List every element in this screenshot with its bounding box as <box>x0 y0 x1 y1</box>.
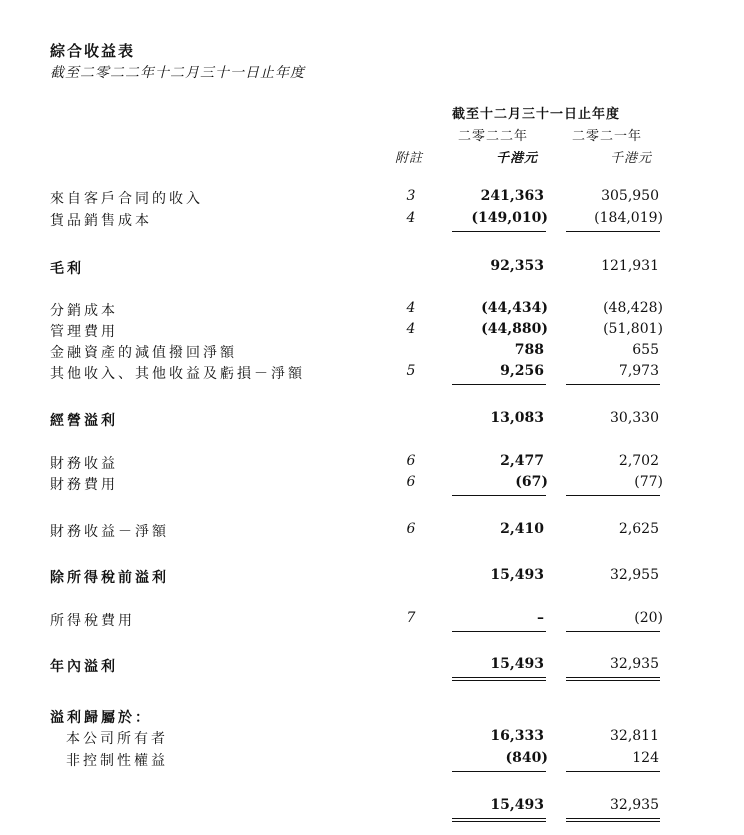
row-note: 4 <box>406 300 416 316</box>
row-label: 年內溢利 <box>50 659 118 675</box>
row-note: 3 <box>406 188 416 204</box>
subtotal-rule <box>452 384 546 385</box>
row-note: 5 <box>406 363 416 379</box>
row-label: 非控制性權益 <box>66 753 168 769</box>
unit-2021-header: 千港元 <box>610 151 653 166</box>
value-2021: (77) <box>634 474 663 490</box>
row-label: 貨品銷售成本 <box>50 213 152 229</box>
note-column-header: 附註 <box>395 151 424 166</box>
value-2021: 124 <box>632 750 659 766</box>
value-2022: (44,434) <box>481 300 548 316</box>
year-2021-header: 二零二一年 <box>572 129 643 144</box>
period-header: 截至十二月三十一日止年度 <box>452 107 621 122</box>
subtotal-rule <box>452 231 546 232</box>
value-2021: 32,811 <box>610 728 659 744</box>
total-double-rule <box>452 818 546 819</box>
year-2022-header: 二零二二年 <box>458 129 529 144</box>
value-2022: (840) <box>505 750 548 766</box>
value-2022: 241,363 <box>480 188 544 204</box>
row-label: 所得稅費用 <box>50 613 135 629</box>
value-2022: 9,256 <box>500 363 544 379</box>
value-2021: 32,935 <box>610 656 659 672</box>
row-note: 7 <box>406 610 416 626</box>
subtotal-rule <box>566 771 660 772</box>
total-double-rule <box>452 821 546 822</box>
row-note: 6 <box>406 453 416 469</box>
total-value-2022: 15,493 <box>490 797 544 813</box>
row-note: 6 <box>406 474 416 490</box>
value-2022: 16,333 <box>490 728 544 744</box>
subtotal-rule <box>566 495 660 496</box>
value-2021: 121,931 <box>601 258 659 274</box>
total-double-rule <box>566 818 660 819</box>
value-2022: 15,493 <box>490 567 544 583</box>
total-double-rule <box>566 677 660 678</box>
total-value-2021: 32,935 <box>610 797 659 813</box>
value-2022: 92,353 <box>490 258 544 274</box>
value-2022: 15,493 <box>490 656 544 672</box>
value-2021: (48,428) <box>603 300 663 316</box>
row-label: 管理費用 <box>50 324 118 340</box>
subtotal-rule <box>452 771 546 772</box>
value-2022: 2,477 <box>500 453 544 469</box>
row-label: 除所得稅前溢利 <box>50 570 169 586</box>
row-label: 財務收益 <box>50 456 118 472</box>
section-heading: 溢利歸屬於： <box>50 710 152 726</box>
value-2022: (149,010) <box>471 210 548 226</box>
row-note: 4 <box>406 321 416 337</box>
value-2021: 2,702 <box>618 453 659 469</box>
subtotal-rule <box>566 231 660 232</box>
row-label: 分銷成本 <box>50 303 118 319</box>
value-2021: 2,625 <box>618 521 659 537</box>
value-2022: 2,410 <box>500 521 544 537</box>
row-label: 本公司所有者 <box>66 731 168 747</box>
row-label: 財務收益－淨額 <box>50 524 169 540</box>
value-2021: 7,973 <box>618 363 659 379</box>
row-label: 毛利 <box>50 261 84 277</box>
total-double-rule <box>566 821 660 822</box>
subtotal-rule <box>452 495 546 496</box>
subtotal-rule <box>452 631 546 632</box>
value-2021: 30,330 <box>610 410 659 426</box>
value-2021: (20) <box>634 610 663 626</box>
row-label: 經營溢利 <box>50 413 118 429</box>
value-2022: 788 <box>514 342 544 358</box>
value-2021: 32,955 <box>610 567 659 583</box>
value-2021: (51,801) <box>603 321 663 337</box>
value-2022: – <box>537 610 544 626</box>
row-note: 4 <box>406 210 416 226</box>
row-label: 金融資產的減值撥回淨額 <box>50 345 237 361</box>
value-2022: 13,083 <box>490 410 544 426</box>
value-2022: (67) <box>515 474 548 490</box>
row-note: 6 <box>406 521 416 537</box>
row-label: 其他收入、其他收益及虧損－淨額 <box>50 366 305 382</box>
total-double-rule <box>452 680 546 681</box>
value-2021: (184,019) <box>594 210 663 226</box>
statement-title: 綜合收益表 <box>50 42 136 60</box>
unit-2022-header: 千港元 <box>496 151 539 166</box>
value-2021: 305,950 <box>601 188 659 204</box>
value-2022: (44,880) <box>481 321 548 337</box>
statement-subtitle: 截至二零二二年十二月三十一日止年度 <box>50 65 305 81</box>
subtotal-rule <box>566 384 660 385</box>
value-2021: 655 <box>632 342 659 358</box>
subtotal-rule <box>566 631 660 632</box>
total-double-rule <box>452 677 546 678</box>
total-double-rule <box>566 680 660 681</box>
row-label: 財務費用 <box>50 477 118 493</box>
row-label: 來自客戶合同的收入 <box>50 191 203 207</box>
